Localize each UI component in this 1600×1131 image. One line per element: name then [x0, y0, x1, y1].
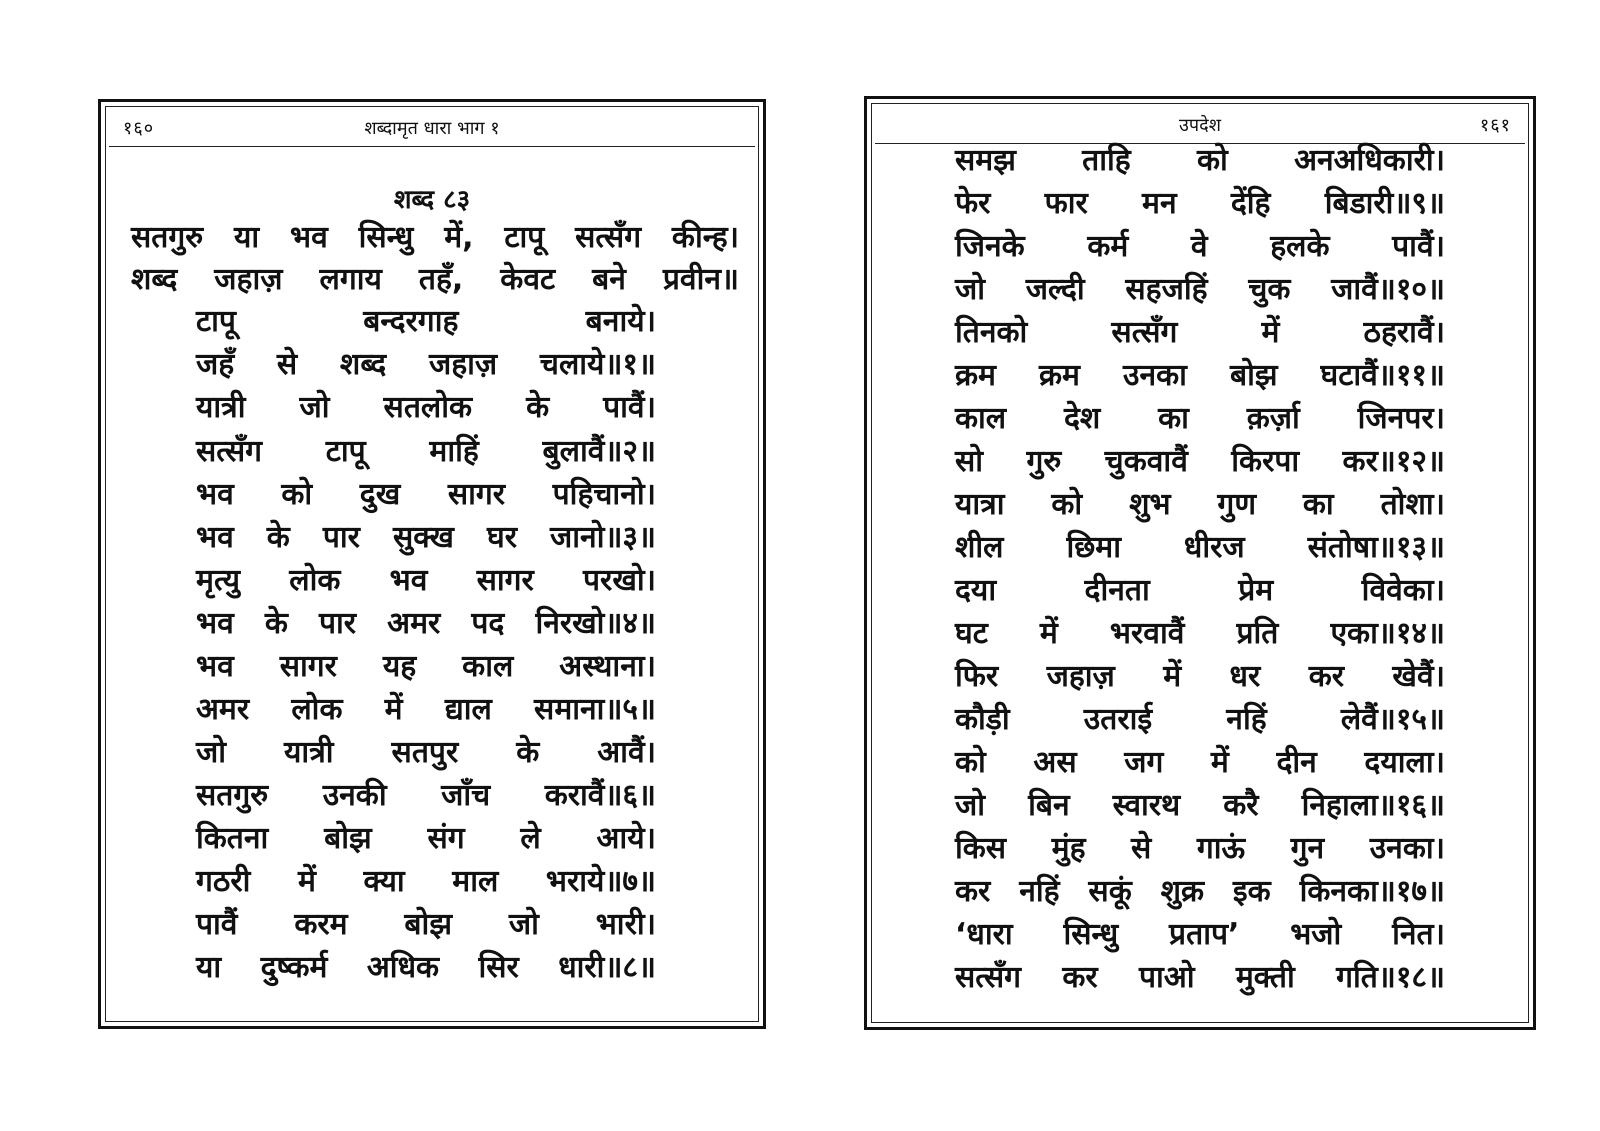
- verse-line: भव सागर यह काल अस्थाना।: [196, 649, 656, 684]
- verse-line: ‘धारा सिन्धु प्रताप’ भजो नित।: [955, 917, 1445, 952]
- verse-line: कितना बोझ संग ले आये।: [196, 821, 656, 856]
- verse-line: जो जल्दी सहजहिं चुक जावैं॥१०॥: [955, 272, 1445, 307]
- verse-line: पावैं करम बोझ जो भारी।: [196, 907, 656, 942]
- verse-line: तिनको सत्सँग में ठहरावैं।: [955, 315, 1445, 350]
- verse-line: भव के पार सुक्ख घर जानो॥३॥: [196, 520, 656, 555]
- right-page-number: १६१: [1479, 115, 1511, 136]
- verse-line: अमर लोक में द्याल समाना॥५॥: [196, 692, 656, 727]
- verse-line: या दुष्कर्म अधिक सिर धारी॥८॥: [196, 950, 656, 985]
- verse-line: जो बिन स्वारथ करै निहाला॥१६॥: [955, 788, 1445, 823]
- left-running-title: शब्दामृत धारा भाग १: [364, 118, 500, 139]
- left-page-header: [109, 110, 755, 147]
- verse-line: मृत्यु लोक भव सागर परखो।: [196, 563, 656, 598]
- verse-line: भव को दुख सागर पहिचानो।: [196, 477, 656, 512]
- verse-line: घट में भरवावैं प्रति एका॥१४॥: [955, 616, 1445, 651]
- verse-line: कर नहिं सकूं शुक्र इक किनका॥१७॥: [955, 874, 1445, 909]
- verse-line: सत्सँग टापू माहिं बुलावैं॥२॥: [196, 434, 656, 469]
- verse-line: फेर फार मन देंहि बिडारी॥९॥: [955, 186, 1445, 221]
- verse-line: सो गुरु चुकवावैं किरपा कर॥१२॥: [955, 444, 1445, 479]
- verse-line: शील छिमा धीरज संतोषा॥१३॥: [955, 530, 1445, 565]
- left-page: [98, 99, 766, 1029]
- verse-line: कौड़ी उतराई नहिं लेवैं॥१५॥: [955, 702, 1445, 737]
- verse-line: क्रम क्रम उनका बोझ घटावैं॥११॥: [955, 358, 1445, 393]
- shabd-title: शब्द ८३: [393, 185, 471, 215]
- verse-line: सतगुरु उनकी जाँच करावैं॥६॥: [196, 778, 656, 813]
- verse-line: जिनके कर्म वे हलके पावैं।: [955, 229, 1445, 264]
- verse-line: को अस जग में दीन दयाला।: [955, 745, 1445, 780]
- verse-line: दया दीनता प्रेम विवेका।: [955, 573, 1445, 608]
- verse-line: जो यात्री सतपुर के आवैं।: [196, 735, 656, 770]
- verse-line: समझ ताहि को अनअधिकारी।: [955, 143, 1445, 178]
- verse-line: किस मुंह से गाऊं गुन उनका।: [955, 831, 1445, 866]
- verse-line: यात्रा को शुभ गुण का तोशा।: [955, 487, 1445, 522]
- doha-line: सतगुरु या भव सिन्धु में, टापू सत्सँग कीन्ह।: [131, 220, 739, 255]
- verse-line: टापू बन्दरगाह बनाये।: [196, 304, 656, 339]
- verse-line: फिर जहाज़ में धर कर खेवैं।: [955, 659, 1445, 694]
- doha-line: शब्द जहाज़ लगाय तहँ, केवट बने प्रवीन॥: [131, 262, 739, 297]
- verse-line: भव के पार अमर पद निरखो॥४॥: [196, 606, 656, 641]
- verse-line: काल देश का क़र्ज़ा जिनपर।: [955, 401, 1445, 436]
- left-page-number: १६०: [123, 118, 155, 139]
- right-page-header: [875, 107, 1525, 144]
- verse-line: सत्सँग कर पाओ मुक्ती गति॥१८॥: [955, 960, 1445, 995]
- right-running-title: उपदेश: [1179, 115, 1221, 136]
- verse-line: जहँ से शब्द जहाज़ चलाये॥१॥: [196, 347, 656, 382]
- verse-line: यात्री जो सतलोक के पावैं।: [196, 390, 656, 425]
- right-page: [864, 96, 1536, 1030]
- verse-line: गठरी में क्या माल भराये॥७॥: [196, 864, 656, 899]
